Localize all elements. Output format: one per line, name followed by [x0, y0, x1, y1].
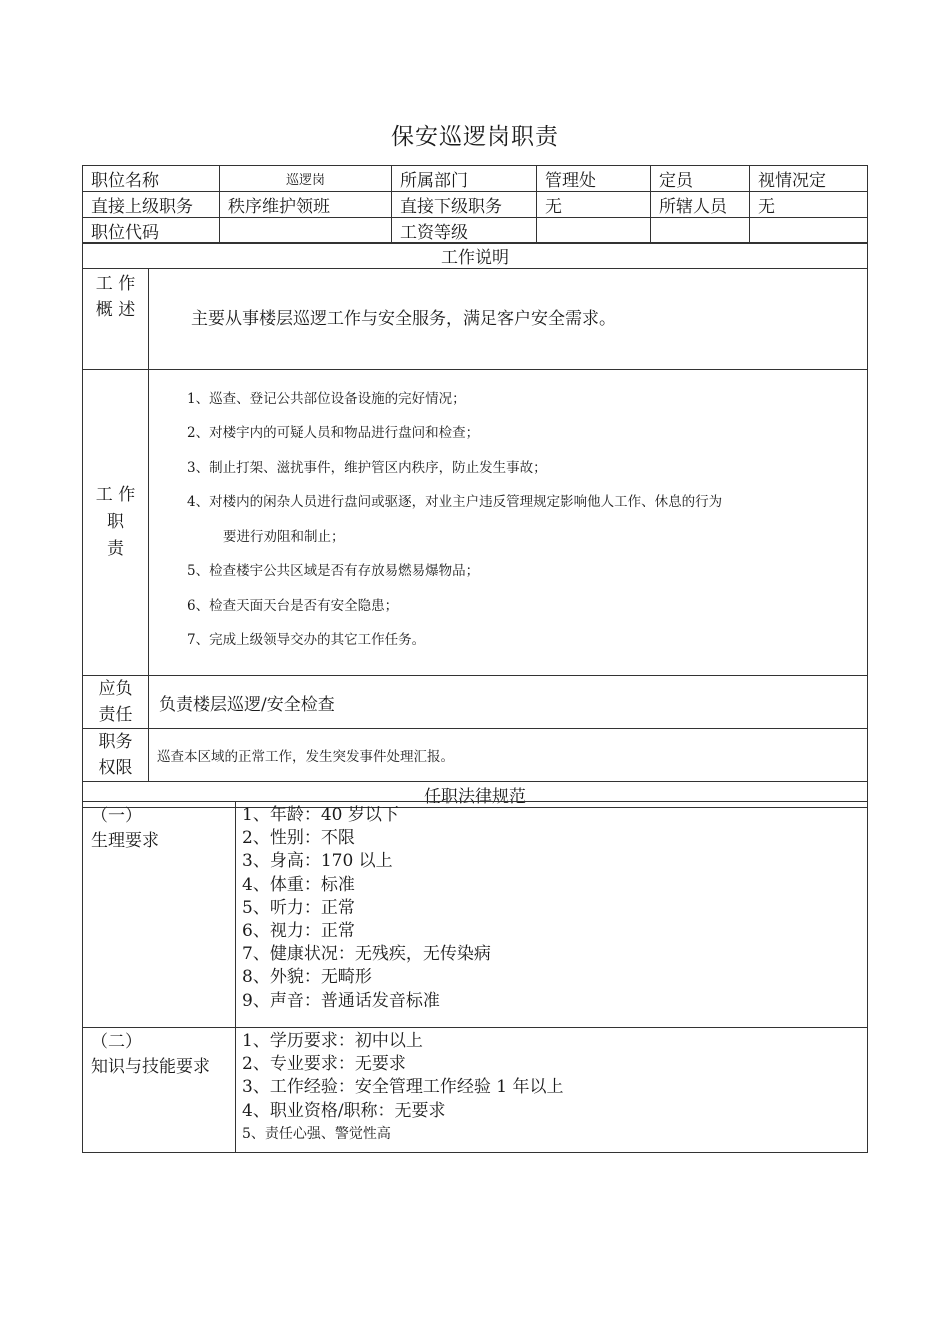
- empty-cell: [651, 218, 750, 244]
- code-label: 职位代码: [83, 218, 220, 244]
- list-item: 5、责任心强、警觉性高: [242, 1125, 391, 1142]
- position-info-table: [82, 165, 868, 244]
- requirements-section-title: 任职法律规范: [83, 782, 868, 808]
- list-item: 2、性别：不限: [242, 828, 355, 849]
- list-item: 4、职业资格/职称：无要求: [242, 1100, 446, 1121]
- dept-label: 所属部门: [392, 166, 537, 192]
- salary-value: [537, 218, 651, 244]
- code-value: [220, 218, 392, 244]
- managed-label: 所辖人员: [651, 192, 750, 218]
- list-item: 4、对楼内的闲杂人员进行盘问或驱逐，对业主户违反管理规定影响他人工作、休息的行为: [187, 494, 723, 510]
- responsibility-label: 应负 责任: [83, 676, 149, 729]
- duties-list: [149, 382, 867, 658]
- salary-label: 工资等级: [392, 218, 537, 244]
- quota-label: 定员: [651, 166, 750, 192]
- list-item: 2、对楼宇内的可疑人员和物品进行盘问和检查；: [187, 425, 480, 441]
- overview-text: 主要从事楼层巡逻工作与安全服务，满足客户安全需求。: [149, 269, 868, 370]
- physical-label: [83, 802, 236, 1028]
- list-item: 1、年龄：40 岁以下: [242, 805, 399, 825]
- authority-label: 职务 权限: [83, 729, 149, 782]
- physical-label-text: 生理要求: [91, 831, 159, 851]
- authority-text: 巡查本区域的正常工作，发生突发事件处理汇报。: [149, 729, 868, 782]
- position-name-label: 职位名称: [83, 166, 220, 192]
- dept-value: 管理处: [537, 166, 651, 192]
- list-item: 4、体重：标准: [242, 874, 355, 895]
- responsibility-text: 负责楼层巡逻/安全检查: [149, 676, 868, 729]
- skills-label-number: （二）: [91, 1032, 142, 1052]
- list-item: 1、巡查、登记公共部位设备设施的完好情况；: [187, 390, 466, 407]
- list-item: 3、制止打架、滋扰事件，维护管区内秩序，防止发生事故；: [187, 459, 547, 476]
- subordinate-label: 直接下级职务: [392, 192, 537, 218]
- list-item: 5、听力：正常: [242, 897, 355, 918]
- physical-cell: [236, 802, 868, 1028]
- subordinate-value: 无: [537, 192, 651, 218]
- empty-cell: [750, 218, 868, 244]
- physical-list: [236, 804, 867, 1013]
- skills-label-text: 知识与技能要求: [91, 1057, 210, 1077]
- skills-list: [236, 1030, 867, 1146]
- quota-value: 视情况定: [750, 166, 868, 192]
- skills-label: [83, 1028, 236, 1153]
- overview-label: 工 作 概 述: [83, 269, 149, 370]
- list-item: 6、检查天面天台是否有安全隐患；: [187, 597, 399, 614]
- list-item: 3、身高：170 以上: [242, 851, 393, 872]
- duties-cell: [149, 370, 868, 676]
- page-title: 保安巡逻岗职责: [391, 124, 559, 150]
- work-description-table: [82, 242, 868, 808]
- list-item: 1、学历要求：初中以上: [242, 1031, 423, 1051]
- requirements-table: [82, 801, 868, 1153]
- position-name-value: 巡逻岗: [220, 166, 392, 192]
- managed-value: 无: [750, 192, 868, 218]
- skills-cell: [236, 1028, 868, 1153]
- list-item: 2、专业要求：无要求: [242, 1054, 406, 1075]
- list-item: 9、声音：普通话发音标准: [242, 990, 440, 1011]
- list-item: 6、视力：正常: [242, 921, 355, 942]
- list-item: 7、完成上级领导交办的其它工作任务。: [187, 632, 426, 648]
- physical-label-number: （一）: [91, 806, 142, 826]
- duties-label: 工 作 职 责: [83, 370, 149, 676]
- superior-value: 秩序维护领班: [220, 192, 392, 218]
- work-section-title: 工作说明: [83, 243, 868, 269]
- list-item: 3、工作经验：安全管理工作经验 1 年以上: [242, 1077, 564, 1098]
- list-item: 5、检查楼宇公共区域是否有存放易燃易爆物品；: [187, 563, 480, 579]
- list-item: 8、外貌：无畸形: [242, 967, 372, 988]
- list-item: 7、健康状况：无残疾，无传染病: [242, 944, 491, 965]
- superior-label: 直接上级职务: [83, 192, 220, 218]
- list-item: 要进行劝阻和制止；: [223, 528, 345, 545]
